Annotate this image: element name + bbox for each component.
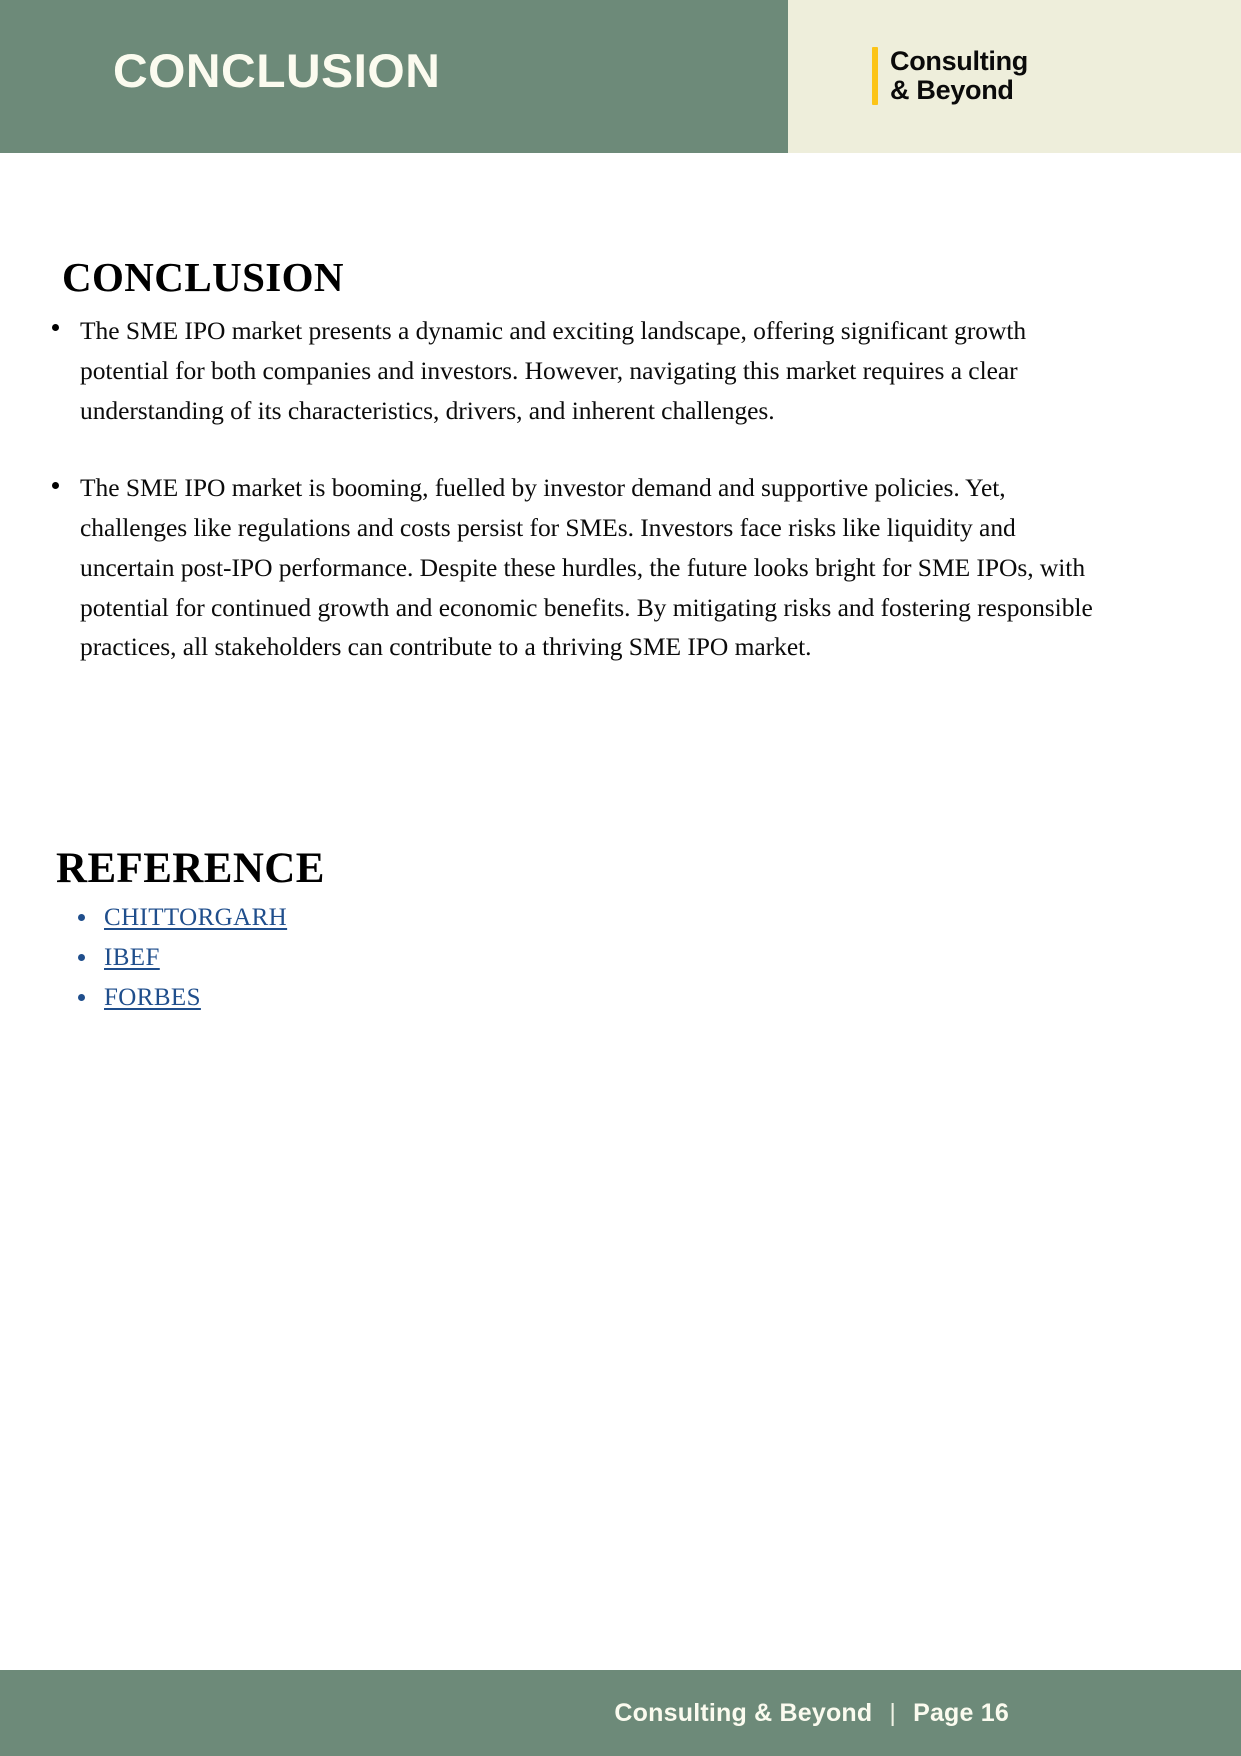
footer-content	[614, 1670, 1241, 1756]
page-header	[0, 0, 1241, 153]
page-title: CONCLUSION	[113, 44, 441, 97]
list-item	[38, 311, 1113, 430]
reference-list	[74, 905, 287, 1025]
conclusion-bullet-list	[38, 311, 1113, 667]
logo-accent-bar-icon	[872, 47, 878, 105]
bullet-dot-icon	[78, 954, 85, 961]
brand-logo	[872, 47, 1028, 105]
bullet-dot-icon	[78, 914, 85, 921]
footer-brand: Consulting & Beyond	[614, 1698, 873, 1727]
logo-line-2: & Beyond	[890, 75, 1014, 106]
list-item	[38, 468, 1113, 667]
logo-line-1: Consulting	[890, 46, 1028, 76]
bullet-dot-icon	[78, 994, 85, 1001]
logo-text	[890, 47, 1028, 105]
bullet-dot-icon	[52, 324, 59, 331]
list-item	[74, 985, 287, 1010]
paragraph-text: The SME IPO market presents a dynamic and exciting landscape, offering significant growth potential for both companies and investors. However, navigating this market requires a clear understanding of its characteristics, drivers, and inherent challenges.	[80, 316, 1027, 425]
list-item	[74, 945, 287, 970]
paragraph-text: The SME IPO market is booming, fuelled by investor demand and supportive policies. Yet, challenges like regulations and costs persist for SMEs. Investors face risks like liquidity and uncertain post-IPO performance. Despite these hurdles, the future looks bright for SME IPOs, with potential for continued growth and economic benefits. By mitigating risks and fostering responsible practices, all stakeholders can contribute to a thriving SME IPO market.	[80, 473, 1093, 662]
bullet-dot-icon	[52, 482, 59, 489]
reference-link-forbes[interactable]: FORBES	[104, 984, 201, 1011]
footer-page-number: Page 16	[913, 1698, 1009, 1727]
reference-link-ibef[interactable]: IBEF	[104, 944, 160, 971]
reference-section-heading: REFERENCE	[56, 845, 325, 892]
footer-separator: |	[889, 1698, 897, 1727]
page-footer	[0, 1670, 1241, 1756]
conclusion-section-heading: CONCLUSION	[62, 254, 344, 300]
list-item	[74, 905, 287, 930]
reference-link-chittorgarh[interactable]: CHITTORGARH	[104, 904, 288, 931]
